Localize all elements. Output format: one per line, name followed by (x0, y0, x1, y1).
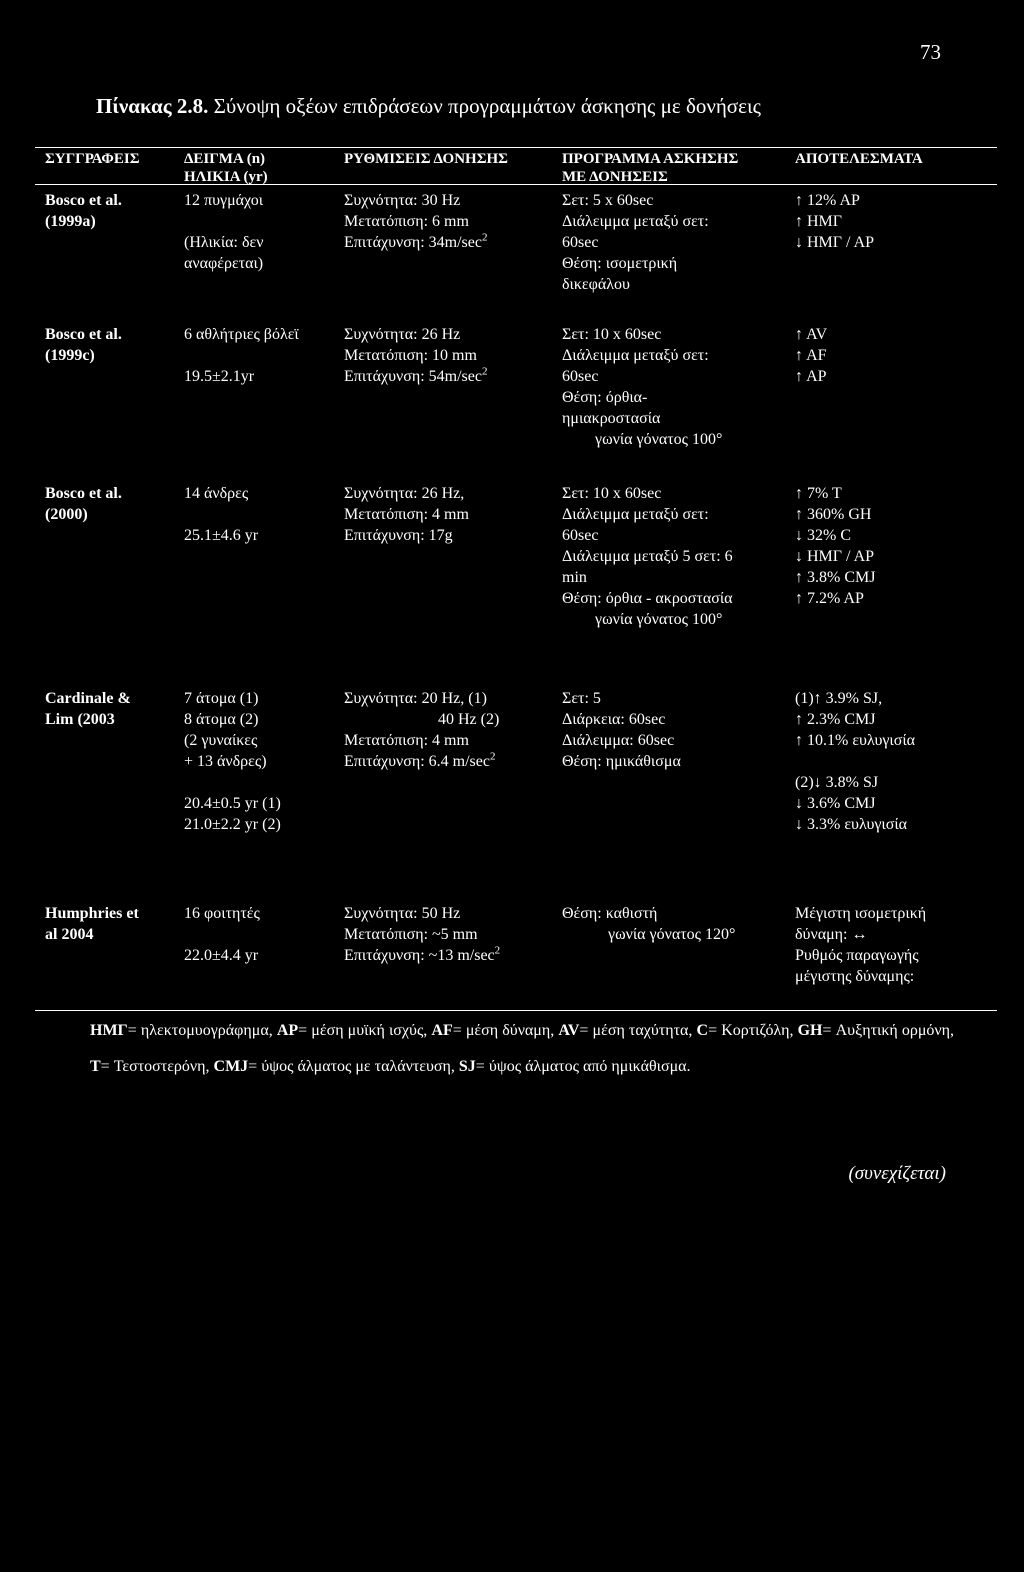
sample-line (184, 772, 281, 793)
legend-def: Τεστοστερόνη, (113, 1058, 210, 1075)
table-bottom-rule (35, 1010, 997, 1011)
sample-line: 25.1±4.6 yr (184, 527, 259, 544)
result-line: ↓ ΗΜΓ / ΑΡ (795, 548, 875, 565)
settings-text: Επιτάχυνση: 6.4 m/sec (344, 753, 490, 770)
program-line: 60sec (562, 527, 599, 544)
author-line: al 2004 (45, 926, 94, 943)
author-line: (2000) (45, 506, 88, 523)
settings-line: Μετατόπιση: 4 mm (344, 506, 469, 523)
author-line: (1999a) (45, 213, 96, 230)
superscript: 2 (481, 365, 488, 378)
sample-line: 7 άτομα (1) (184, 690, 259, 707)
settings-line (344, 751, 499, 772)
program-line: Διάλειμμα μεταξύ σετ: (562, 213, 709, 230)
result-line: ↑ AV (795, 326, 828, 343)
program-line: 60sec (562, 368, 599, 385)
legend-def: ύψος άλματος από ημικάθισμα. (488, 1058, 691, 1075)
sample-line: 22.0±4.4 yr (184, 947, 259, 964)
sample-line: 14 άνδρες (184, 485, 249, 502)
header-sample (184, 150, 268, 186)
result-line: ↑ ΗΜΓ (795, 213, 843, 230)
result-line: ↓ ΗΜΓ / ΑΡ (795, 234, 875, 251)
legend-def: ηλεκτομυογράφημα, (140, 1022, 273, 1039)
row-5-program (562, 903, 735, 945)
result-line: ↑ 3.8% CMJ (795, 569, 876, 586)
sample-line: (2 γυναίκες (184, 732, 258, 749)
sample-line: 6 αθλήτριες βόλεϊ (184, 326, 299, 343)
row-4-results (795, 688, 915, 835)
result-line: ↑ AP (795, 368, 827, 385)
result-line: μέγιστης δύναμης: (795, 968, 915, 985)
result-line: ↓ 32% C (795, 527, 851, 544)
row-3-settings (344, 483, 469, 546)
sample-line: 16 φοιτητές (184, 905, 260, 922)
sample-line: 20.4±0.5 yr (1) (184, 795, 281, 812)
sample-line: 12 πυγμάχοι (184, 192, 264, 209)
table-title (96, 94, 761, 119)
superscript: 2 (481, 231, 488, 244)
header-program-line1: ΠΡΟΓΡΑΜΜΑ ΑΣΚΗΣΗΣ (562, 151, 739, 167)
result-line: ↓ 3.3% ευλυγισία (795, 816, 908, 833)
table-title-text: Σύνοψη οξέων επιδράσεων προγραμμάτων άσκησης με δονήσεις (213, 94, 761, 118)
sample-line (184, 211, 263, 232)
row-1-sample (184, 190, 263, 274)
program-line: Σετ: 10 x 60sec (562, 485, 662, 502)
page-number: 73 (920, 40, 941, 64)
legend-def: Κορτιζόλη, (721, 1022, 794, 1039)
legend-def: Αυξητική ορμόνη, (835, 1022, 955, 1039)
header-authors: ΣΥΓΓΡΑΦΕΙΣ (45, 151, 140, 167)
settings-line: Μετατόπιση: 10 mm (344, 347, 477, 364)
legend-abbr: CMJ (213, 1058, 249, 1075)
program-line: Διάλειμμα μεταξύ 5 σετ: 6 (562, 548, 733, 565)
result-line: ↑ 7.2% AP (795, 590, 864, 607)
program-line: γωνία γόνατος 100° (595, 431, 723, 448)
legend-def: μέση δύναμη, (465, 1022, 555, 1039)
table-top-rule (35, 147, 997, 148)
header-sample-line2: ΗΛΙΚΙΑ (yr) (184, 169, 268, 185)
settings-text: Επιτάχυνση: ~13 m/sec (344, 947, 495, 964)
legend-abbr: GH (797, 1022, 823, 1039)
sample-line (184, 924, 260, 945)
settings-line (344, 232, 487, 253)
table-title-number: Πίνακας 2.8. (96, 94, 209, 118)
settings-line: Συχνότητα: 30 Hz (344, 192, 461, 209)
result-line: ↑ 2.3% CMJ (795, 711, 876, 728)
settings-line: Συχνότητα: 50 Hz (344, 905, 461, 922)
row-1-program (562, 190, 709, 295)
result-line (795, 751, 915, 772)
row-4-author (45, 688, 131, 730)
header-program (562, 150, 738, 186)
legend-abbr: ΑΡ (276, 1022, 299, 1039)
sample-line: 19.5±2.1yr (184, 368, 255, 385)
result-line: ↑ 10.1% ευλυγισία (795, 732, 916, 749)
row-3-results (795, 483, 875, 609)
author-line: Humphries et (45, 905, 139, 922)
result-line: ↓ 3.6% CMJ (795, 795, 876, 812)
row-4-program (562, 688, 681, 772)
program-line: Θέση: ισομετρική (562, 255, 678, 272)
program-line: Θέση: καθιστή (562, 905, 658, 922)
result-line: ↑ 360% GH (795, 506, 872, 523)
row-2-author (45, 324, 122, 366)
sample-line: αναφέρεται) (184, 255, 264, 272)
row-1-author (45, 190, 122, 232)
result-line: (2)↓ 3.8% SJ (795, 774, 879, 791)
result-line: Μέγιστη ισομετρική (795, 905, 927, 922)
program-line: Θέση: όρθια- (562, 389, 648, 406)
sample-line (184, 345, 299, 366)
row-3-sample (184, 483, 258, 546)
settings-line: Συχνότητα: 26 Hz, (344, 485, 465, 502)
author-line: Bosco et al. (45, 192, 122, 209)
settings-line (344, 366, 487, 387)
settings-line: Μετατόπιση: 6 mm (344, 213, 469, 230)
sample-line: + 13 άνδρες) (184, 753, 267, 770)
legend-abbr: T (90, 1058, 101, 1075)
program-line: γωνία γόνατος 120° (608, 926, 736, 943)
legend-def: μέση μυϊκή ισχύς, (311, 1022, 428, 1039)
header-sample-line1: ΔΕΙΓΜΑ (n) (184, 151, 266, 167)
program-line: Σετ: 5 (562, 690, 601, 707)
result-line: ↑ 7% T (795, 485, 842, 502)
program-line: 60sec (562, 234, 599, 251)
row-1-results (795, 190, 874, 253)
legend-abbr: AV (558, 1022, 580, 1039)
result-line: ↑ AF (795, 347, 827, 364)
settings-line: Μετατόπιση: 4 mm (344, 732, 469, 749)
result-line: (1)↑ 3.9% SJ, (795, 690, 883, 707)
abbreviations-legend: ΗΜΓ= ηλεκτομυογράφημα, ΑΡ= μέση μυϊκή ισχύς, AF= μέση δύναμη, AV= μέση ταχύτητα, C= Κορτιζόλη, GH= Αυξητική ορμόνη, T= Τεστοστερόνη, CMJ= ύψος άλματος με ταλάντευση, SJ= ύψος άλματος από ημικάθισμα. (90, 1022, 955, 1075)
row-5-results (795, 903, 926, 987)
result-line: ↑ 12% ΑΡ (795, 192, 860, 209)
program-line: Διάλειμμα μεταξύ σετ: (562, 347, 709, 364)
row-3-author (45, 483, 122, 525)
program-line: Θέση: όρθια - ακροστασία (562, 590, 733, 607)
legend-def: μέση ταχύτητα, (592, 1022, 693, 1039)
program-line: min (562, 569, 587, 586)
author-line: (1999c) (45, 347, 95, 364)
legend-def: ύψος άλματος με ταλάντευση, (261, 1058, 455, 1075)
program-line: δικεφάλου (562, 276, 630, 293)
settings-line (344, 945, 500, 966)
row-2-program (562, 324, 722, 450)
row-4-sample (184, 688, 281, 835)
row-2-settings (344, 324, 487, 387)
row-4-settings (344, 688, 499, 772)
legend-abbr: C (696, 1022, 709, 1039)
row-5-sample (184, 903, 260, 966)
result-line: Ρυθμός παραγωγής (795, 947, 919, 964)
author-line: Cardinale & (45, 690, 131, 707)
author-line: Bosco et al. (45, 485, 122, 502)
settings-line: Μετατόπιση: ~5 mm (344, 926, 478, 943)
sample-line: 8 άτομα (2) (184, 711, 259, 728)
settings-line: Επιτάχυνση: 17g (344, 527, 453, 544)
row-5-settings (344, 903, 500, 966)
sample-line (184, 504, 258, 525)
table-header-rule (35, 184, 997, 185)
row-2-sample (184, 324, 299, 387)
sample-line: 21.0±2.2 yr (2) (184, 816, 281, 833)
program-line: Διάλειμμα μεταξύ σετ: (562, 506, 709, 523)
author-line: Lim (2003 (45, 711, 115, 728)
legend-abbr: ΗΜΓ (90, 1022, 128, 1039)
settings-line: Συχνότητα: 20 Hz, (1) (344, 690, 487, 707)
result-line: δύναμη: ↔ (795, 926, 868, 943)
row-1-settings (344, 190, 487, 253)
settings-line: 40 Hz (2) (438, 711, 500, 728)
program-line: Σετ: 10 x 60sec (562, 326, 662, 343)
program-line: Θέση: ημικάθισμα (562, 753, 681, 770)
program-line: Σετ: 5 x 60sec (562, 192, 654, 209)
header-results: ΑΠΟΤΕΛΕΣΜΑΤΑ (795, 151, 923, 167)
header-settings: ΡΥΘΜΙΣΕΙΣ ΔΟΝΗΣΗΣ (344, 151, 508, 167)
row-3-program (562, 483, 733, 630)
program-line: γωνία γόνατος 100° (595, 611, 723, 628)
settings-text: Επιτάχυνση: 34m/sec (344, 234, 482, 251)
legend-abbr: AF (431, 1022, 453, 1039)
superscript: 2 (494, 944, 501, 957)
header-program-line2: ΜΕ ΔΟΝΗΣΕΙΣ (562, 169, 668, 185)
superscript: 2 (489, 750, 496, 763)
continued-note: (συνεχίζεται) (848, 1163, 946, 1184)
sample-line: (Ηλικία: δεν (184, 234, 264, 251)
row-5-author (45, 903, 139, 945)
author-line: Bosco et al. (45, 326, 122, 343)
settings-text: Επιτάχυνση: 54m/sec (344, 368, 482, 385)
row-2-results (795, 324, 827, 387)
program-line: Διάλειμμα: 60sec (562, 732, 675, 749)
program-line: Διάρκεια: 60sec (562, 711, 666, 728)
legend-abbr: SJ (458, 1058, 476, 1075)
program-line: ημιακροστασία (562, 410, 661, 427)
settings-line: Συχνότητα: 26 Hz (344, 326, 461, 343)
